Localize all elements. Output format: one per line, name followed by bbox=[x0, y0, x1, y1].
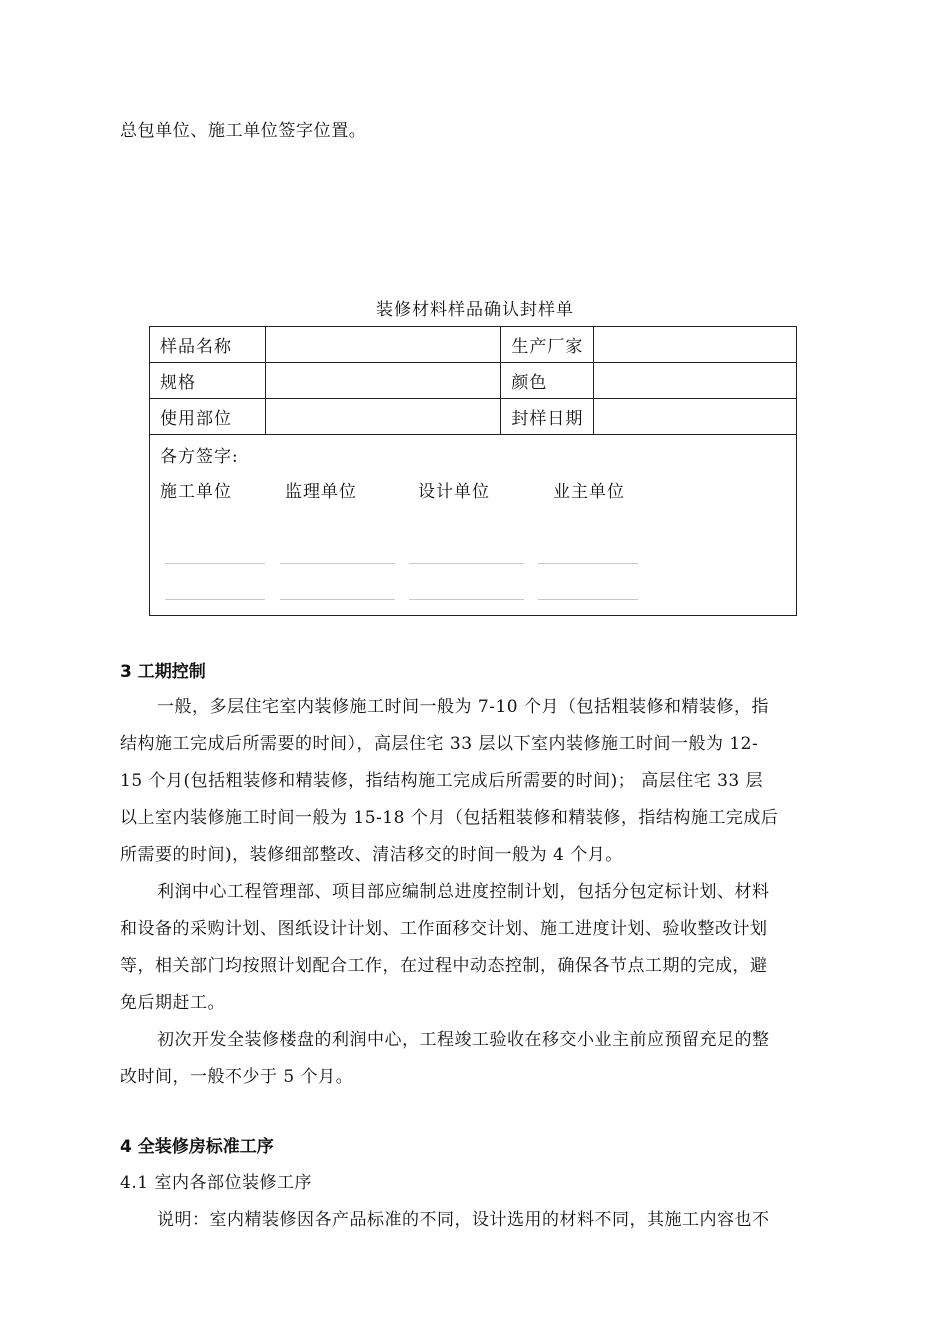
form-title: 装修材料样品确认封样单 bbox=[376, 300, 574, 320]
label-manufacturer: 生产厂家 bbox=[501, 327, 594, 363]
s3-p3-line-2: 改时间，一般不少于 5 个月。 bbox=[120, 1067, 354, 1087]
s3-p2-line-1: 利润中心工程管理部、项目部应编制总进度控制计划，包括分包定标计划、材料 bbox=[157, 882, 770, 902]
label-spec: 规格 bbox=[150, 363, 266, 399]
signature-line-owner-2[interactable] bbox=[538, 599, 638, 600]
s3-p3-line-1: 初次开发全装修楼盘的利润中心，工程竣工验收在移交小业主前应预留充足的整 bbox=[157, 1030, 770, 1050]
section-4-heading: 4 全装修房标准工序 bbox=[120, 1137, 274, 1157]
seal-date-field[interactable] bbox=[594, 399, 797, 435]
section-4-1-heading: 4.1 室内各部位装修工序 bbox=[120, 1173, 312, 1193]
spec-field[interactable] bbox=[265, 363, 500, 399]
manufacturer-field[interactable] bbox=[594, 327, 797, 363]
s3-p1-line-4: 以上室内装修施工时间一般为 15-18 个月（包括粗装修和精装修，指结构施工完成后 bbox=[120, 808, 779, 828]
label-color: 颜色 bbox=[501, 363, 594, 399]
label-use-location: 使用部位 bbox=[150, 399, 266, 435]
signature-area bbox=[150, 435, 797, 616]
signature-line-design-2[interactable] bbox=[409, 599, 524, 600]
s3-p2-line-4: 免后期赶工。 bbox=[120, 993, 225, 1013]
signature-line-supervision-2[interactable] bbox=[280, 599, 395, 600]
s4-p1-line-1: 说明：室内精装修因各产品标准的不同，设计选用的材料不同，其施工内容也不 bbox=[157, 1210, 770, 1230]
signature-line-supervision[interactable] bbox=[280, 563, 395, 564]
s3-p2-line-2: 和设备的采购计划、图纸设计计划、工作面移交计划、施工进度计划、验收整改计划 bbox=[120, 919, 768, 939]
top-text: 总包单位、施工单位签字位置。 bbox=[120, 121, 367, 141]
s3-p1-line-2: 结构施工完成后所需要的时间），高层住宅 33 层以下室内装修施工时间一般为 12- bbox=[120, 734, 759, 754]
s3-p1-line-3: 15 个月(包括粗装修和精装修，指结构施工完成后所需要的时间)； 高层住宅 33 层 bbox=[120, 771, 764, 791]
party-construction: 施工单位 bbox=[160, 482, 232, 502]
signature-line-owner[interactable] bbox=[538, 563, 638, 564]
party-design: 设计单位 bbox=[418, 482, 490, 502]
label-seal-date: 封样日期 bbox=[501, 399, 594, 435]
sample-confirmation-form bbox=[149, 326, 797, 616]
label-sample-name: 样品名称 bbox=[150, 327, 266, 363]
s3-p1-line-1: 一般，多层住宅室内装修施工时间一般为 7-10 个月（包括粗装修和精装修，指 bbox=[157, 697, 769, 717]
signatures-label: 各方签字: bbox=[160, 447, 239, 467]
signature-line-construction-2[interactable] bbox=[165, 599, 265, 600]
s3-p1-line-5: 所需要的时间)，装修细部整改、清洁移交的时间一般为 4 个月。 bbox=[120, 845, 623, 865]
section-3-heading: 3 工期控制 bbox=[120, 662, 206, 682]
s3-p2-line-3: 等，相关部门均按照计划配合工作，在过程中动态控制，确保各节点工期的完成，避 bbox=[120, 956, 768, 976]
sample-name-field[interactable] bbox=[265, 327, 500, 363]
color-field[interactable] bbox=[594, 363, 797, 399]
signature-line-design[interactable] bbox=[409, 563, 524, 564]
signature-line-construction[interactable] bbox=[165, 563, 265, 564]
party-owner: 业主单位 bbox=[553, 482, 625, 502]
party-supervision: 监理单位 bbox=[285, 482, 357, 502]
use-location-field[interactable] bbox=[265, 399, 500, 435]
